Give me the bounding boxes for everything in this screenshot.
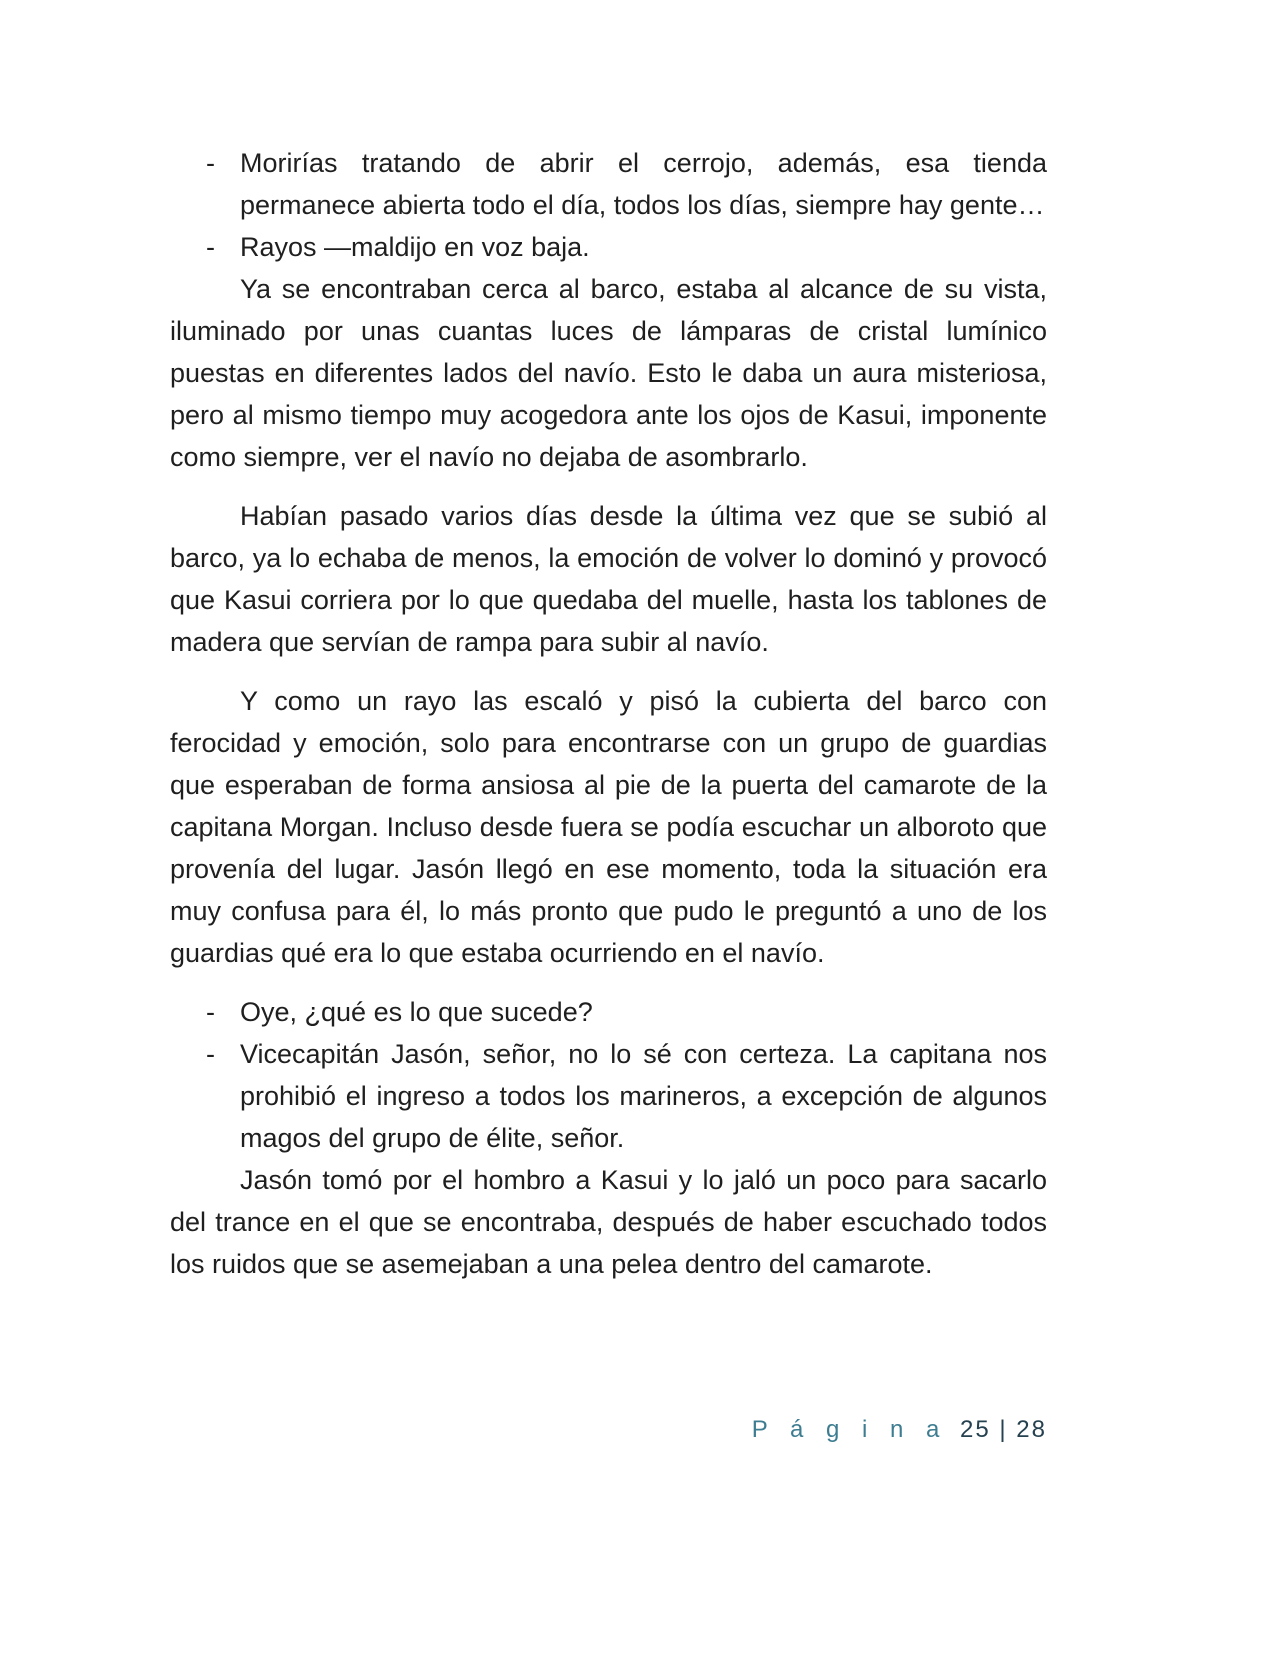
- list-item-text: Morirías tratando de abrir el cerrojo, además, esa tienda permanece abierta todo el día, todos los días, siempre hay gente…: [240, 148, 1047, 220]
- paragraph: Ya se encontraban cerca al barco, estaba al alcance de su vista, iluminado por unas cuantas luces de lámparas de cristal lumínico puestas en diferentes lados del navío. Esto le daba un aura misteriosa, pero al mismo tiempo muy acogedora ante los ojos de Kasui, imponente como siempre, ver el navío no dejaba de asombrarlo.: [170, 274, 1047, 472]
- bullet-dash-marker: -: [206, 997, 215, 1027]
- paragraph: Habían pasado varios días desde la última vez que se subió al barco, ya lo echaba de menos, la emoción de volver lo dominó y provocó que Kasui corriera por lo que quedaba del muelle, hasta los tablones de madera que servían de rampa para subir al navío.: [170, 501, 1047, 657]
- page-footer: [170, 1414, 1047, 1446]
- list-item: [170, 226, 1047, 268]
- footer-page-label: P á g i n a: [751, 1416, 948, 1443]
- paragraph: Y como un rayo las escaló y pisó la cubierta del barco con ferocidad y emoción, solo para encontrarse con un grupo de guardias que esperaban de forma ansiosa al pie de la puerta del camarote de la capitana Morgan. Incluso desde fuera se podía escuchar un alboroto que provenía del lugar. Jasón llegó en ese momento, toda la situación era muy confusa para él, lo más pronto que pudo le preguntó a uno de los guardias qué era lo que estaba ocurriendo en el navío.: [170, 686, 1047, 968]
- list-item: [170, 991, 1047, 1033]
- document-body: [170, 142, 1047, 1285]
- list-item-text: Rayos —maldijo en voz baja.: [240, 232, 590, 262]
- paragraph: Jasón tomó por el hombro a Kasui y lo jaló un poco para sacarlo del trance en el que se encontraba, después de haber escuchado todos los ruidos que se asemejaban a una pelea dentro del camarote.: [170, 1165, 1047, 1279]
- list-item-text: Oye, ¿qué es lo que sucede?: [240, 997, 593, 1027]
- list-item: [170, 142, 1047, 226]
- list-item-text: Vicecapitán Jasón, señor, no lo sé con certeza. La capitana nos prohibió el ingreso a todos los marineros, a excepción de algunos magos del grupo de élite, señor.: [240, 1039, 1047, 1153]
- footer-page-number: 25 | 28: [960, 1416, 1047, 1443]
- bullet-dash-marker: -: [206, 148, 215, 178]
- list-item: [170, 1033, 1047, 1159]
- bullet-dash-marker: -: [206, 1039, 215, 1069]
- bullet-dash-marker: -: [206, 232, 215, 262]
